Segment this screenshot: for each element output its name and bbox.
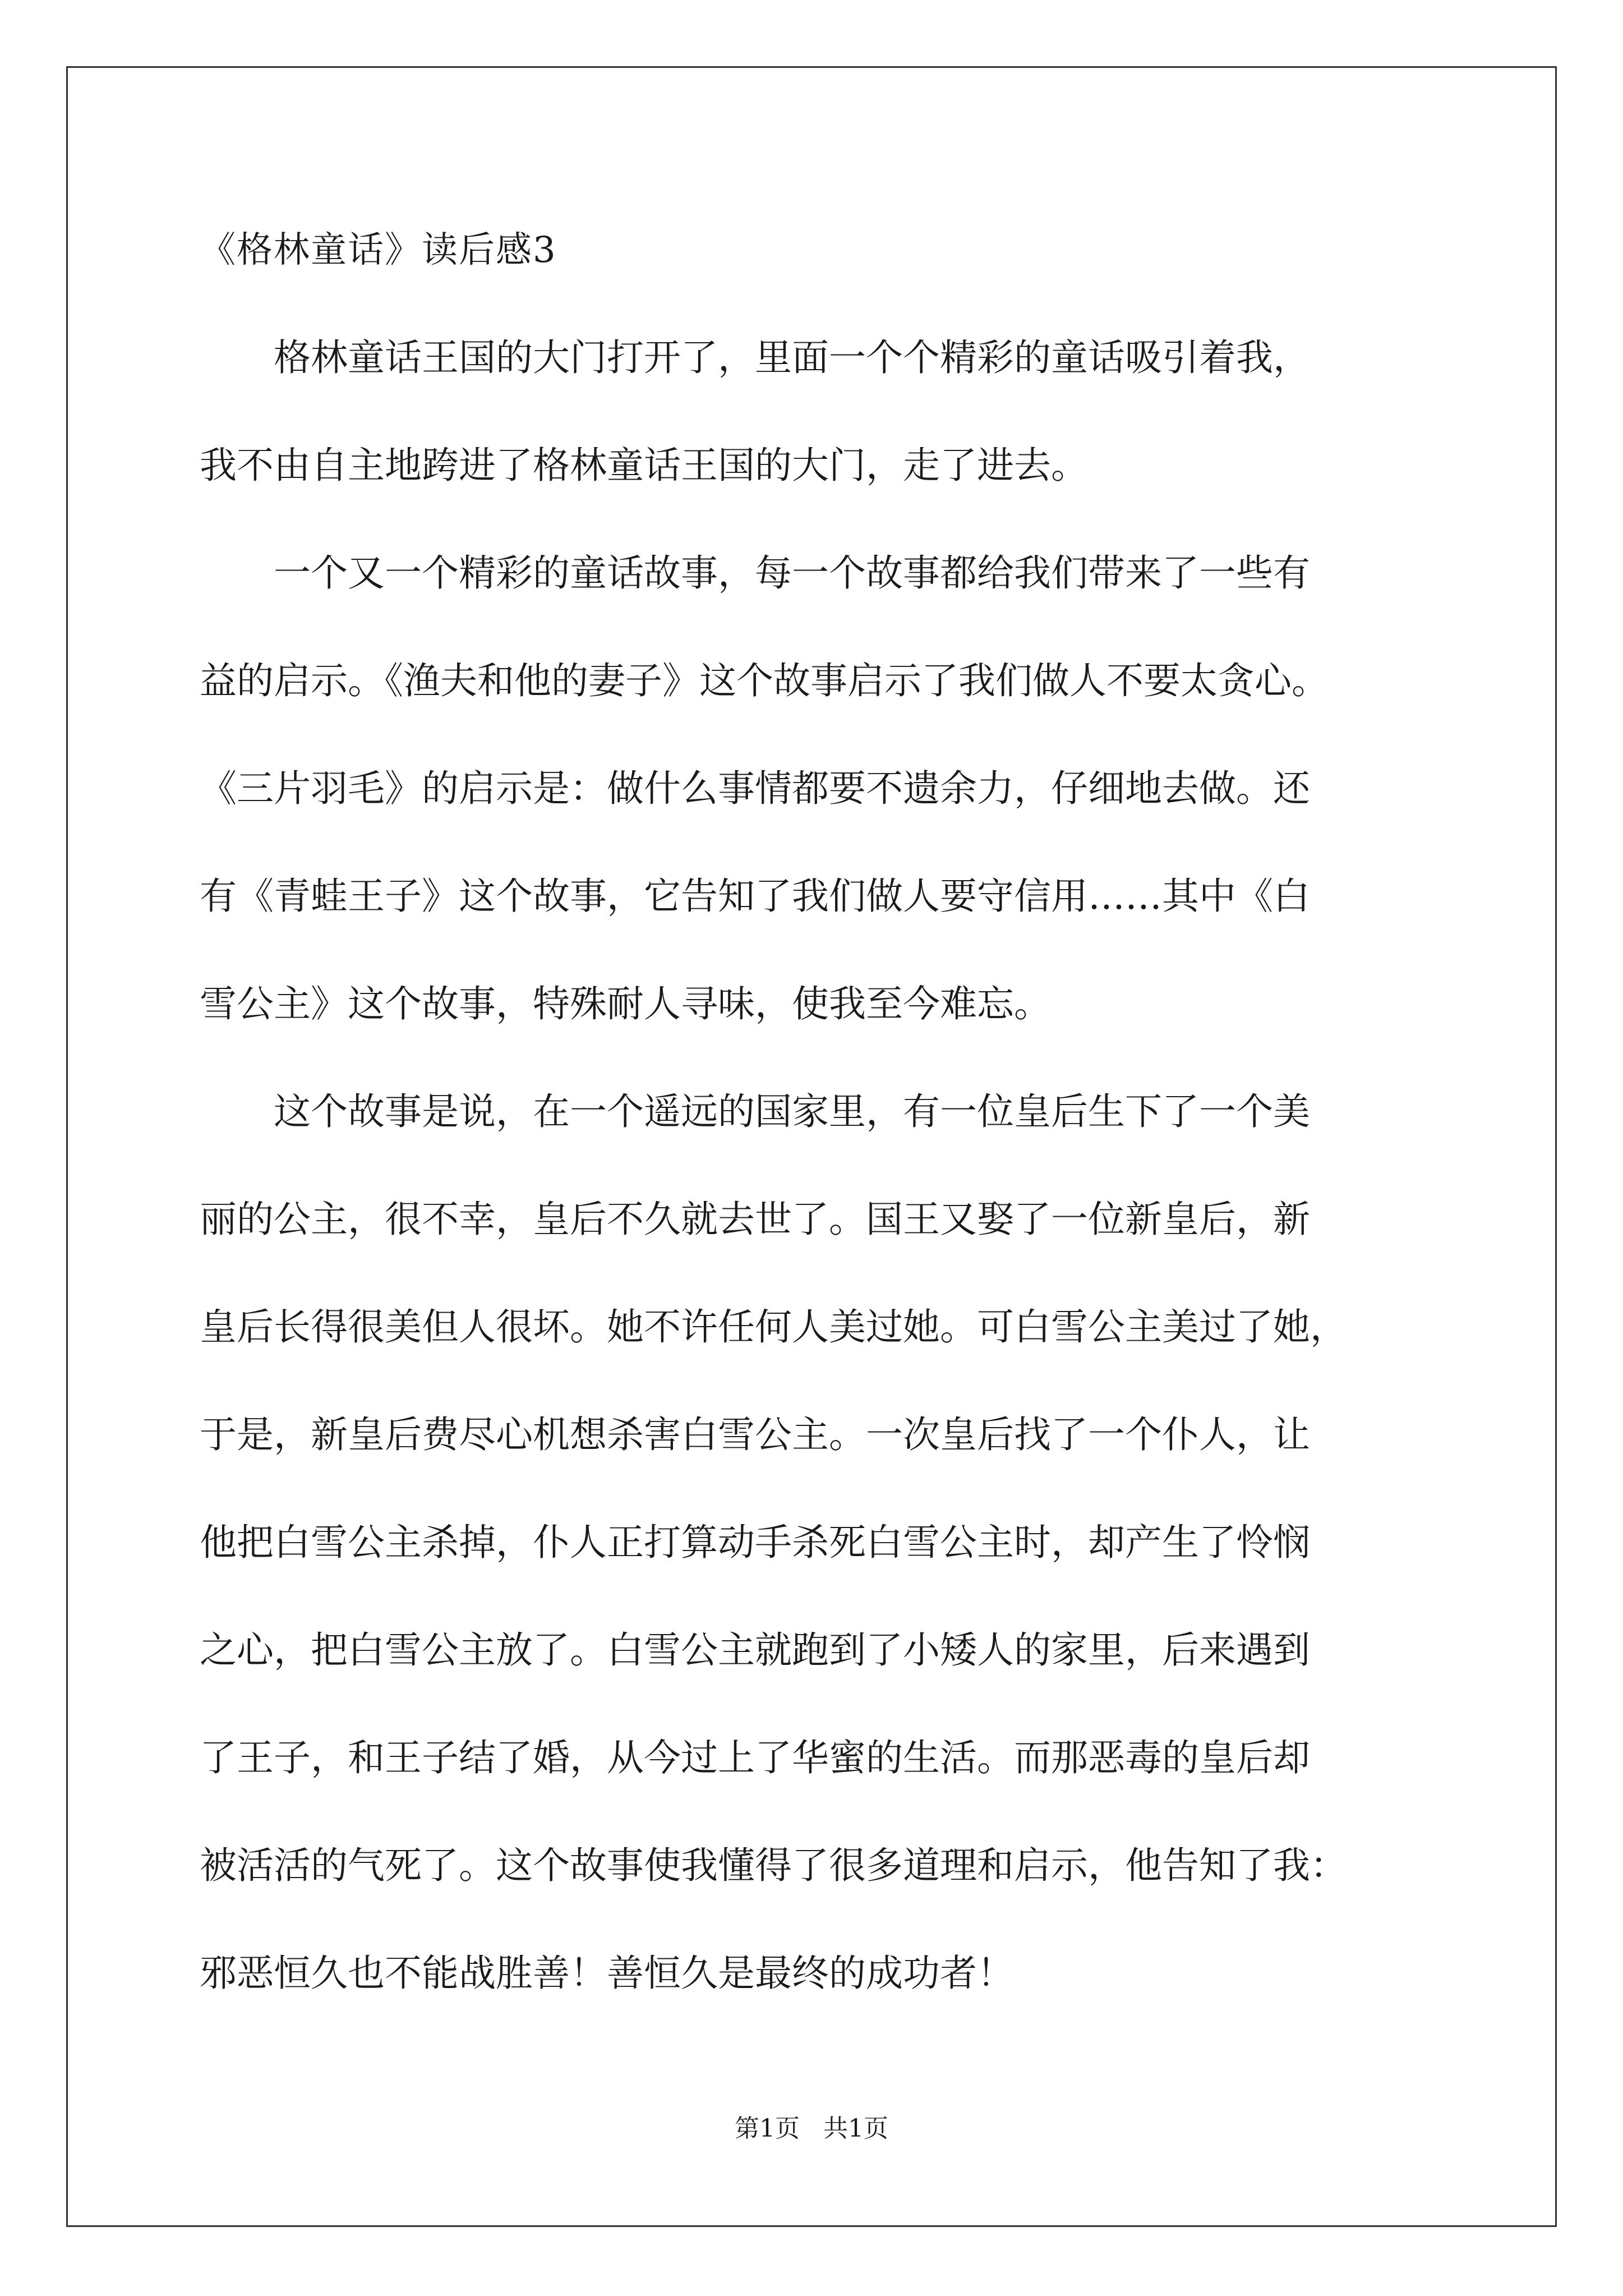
paragraph-3-line-9: 邪恶恒久也不能战胜善！善恒久是最终的成功者！: [200, 1952, 1014, 1995]
paragraph-3-line-2: 丽的公主，很不幸，皇后不久就去世了。国王又娶了一位新皇后，新: [200, 1198, 1310, 1241]
paragraph-3-line-6: 之心，把白雪公主放了。白雪公主就跑到了小矮人的家里，后来遇到: [200, 1628, 1310, 1672]
paragraph-2-line-3: 《三片羽毛》的启示是：做什么事情都要不遗余力，仔细地去做。还: [200, 767, 1310, 810]
paragraph-2-line-5: 雪公主》这个故事，特殊耐人寻味，使我至今难忘。: [200, 982, 1051, 1025]
paragraph-3-line-1: 这个故事是说，在一个遥远的国家里，有一位皇后生下了一个美: [274, 1090, 1310, 1133]
page-border: [66, 66, 1557, 2227]
paragraph-1-line-1: 格林童话王国的大门打开了，里面一个个精彩的童话吸引着我，: [274, 336, 1310, 379]
paragraph-1-line-2: 我不由自主地跨进了格林童话王国的大门，走了进去。: [200, 444, 1088, 487]
paragraph-3-line-7: 了王子，和王子结了婚，从今过上了华蜜的生活。而那恶毒的皇后却: [200, 1736, 1310, 1779]
document-title: 《格林童话》读后感3: [200, 229, 557, 271]
paragraph-3-line-5: 他把白雪公主杀掉，仆人正打算动手杀死白雪公主时，却产生了怜悯: [200, 1521, 1310, 1564]
paragraph-3-line-4: 于是，新皇后费尽心机想杀害白雪公主。一次皇后找了一个仆人，让: [200, 1413, 1310, 1456]
page-footer: 第1页 共1页: [735, 2114, 888, 2143]
paragraph-3-line-3: 皇后长得很美但人很坏。她不许任何人美过她。可白雪公主美过了她，: [200, 1305, 1347, 1349]
paragraph-2-line-1: 一个又一个精彩的童话故事，每一个故事都给我们带来了一些有: [274, 551, 1310, 595]
paragraph-3-line-8: 被活活的气死了。这个故事使我懂得了很多道理和启示，他告知了我：: [200, 1844, 1347, 1887]
paragraph-2-line-2: 益的启示。《渔夫和他的妻子》这个故事启示了我们做人不要太贪心。: [200, 659, 1329, 702]
paragraph-2-line-4: 有《青蛙王子》这个故事，它告知了我们做人要守信用……其中《白: [200, 875, 1310, 918]
